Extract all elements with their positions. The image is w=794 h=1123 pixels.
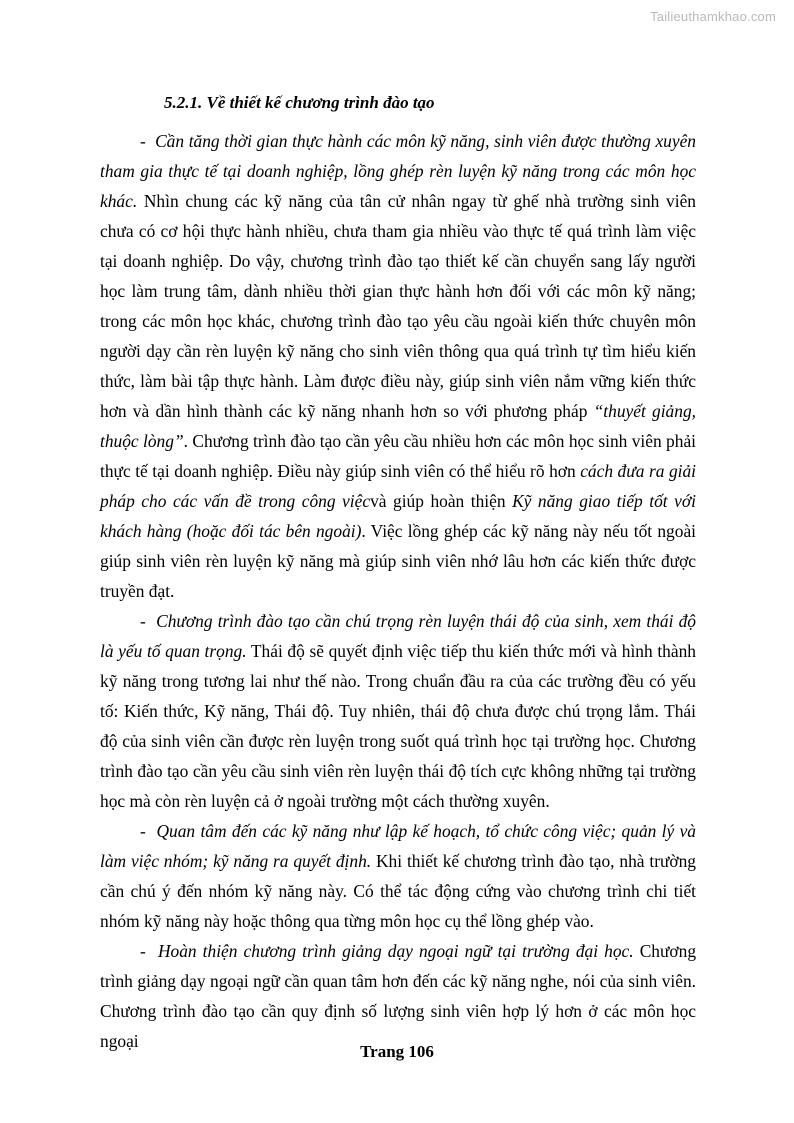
section-heading: 5.2.1. Về thiết kế chương trình đào tạo — [164, 93, 435, 112]
paragraph-3-body-1: Khi thiết kế chương trình đào tạo, nhà trường cần chú ý đến nhóm kỹ năng này. Có thể tác động cứng vào chương trình chi tiết nhóm kỹ năng này hoặc thông qua từng môn học cụ thể lồng ghép vào. — [100, 851, 696, 931]
paragraph-1-quote-italic: “thuyết giảng, thuộc lòng” — [100, 401, 696, 451]
paragraph-1-lead-italic: Cần tăng thời gian thực hành các môn kỹ năng, sinh viên được thường xuyên tham gia thực tế tại doanh nghiệp, lồng ghép rèn luyện kỹ năng trong các môn học khác. — [100, 131, 696, 211]
paragraph-1-body-4: . Việc lồng ghép các kỹ năng này nếu tốt ngoài giúp sinh viên rèn luyện kỹ năng mà giúp sinh viên nhớ lâu hơn các kiến thức được truyền đạt. — [100, 521, 696, 601]
paragraph-4-lead-italic: Hoàn thiện chương trình giảng dạy ngoại ngữ tại trường đại học. — [157, 941, 634, 961]
paragraph-1-body-3: và giúp hoàn thiện — [370, 491, 513, 511]
paragraph-4 — [100, 936, 696, 1056]
site-watermark: Tailieuthamkhao.com — [650, 9, 776, 24]
paragraph-2 — [100, 606, 696, 816]
bullet-dash-1: - — [140, 131, 146, 151]
paragraph-2-lead-italic: Chương trình đào tạo cần chú trọng rèn luyện thái độ của sinh, xem thái độ là yếu tố quan trọng. — [100, 611, 696, 661]
bullet-dash-4: - — [140, 941, 146, 961]
page-content — [100, 88, 696, 1056]
page-number-footer: Trang 106 — [360, 1042, 434, 1061]
paragraph-2-body-1: Thái độ sẽ quyết định việc tiếp thu kiến thức mới và hình thành kỹ năng trong tương lai như thế nào. Trong chuẩn đầu ra của các trường đều có yếu tố: Kiến thức, Kỹ năng, Thái độ. Tuy nhiên, thái độ chưa được chú trọng lắm. Thái độ của sinh viên cần được rèn luyện trong suốt quá trình học tại trường học. Chương trình đào tạo cần yêu cầu sinh viên rèn luyện thái độ tích cực không những tại trường học mà còn rèn luyện cả ở ngoài trường một cách thường xuyên. — [100, 641, 696, 811]
paragraph-1-body-1: Nhìn chung các kỹ năng của tân cử nhân ngay từ ghế nhà trường sinh viên chưa có cơ hội thực hành nhiều, chưa tham gia nhiều vào thực tế quá trình làm việc tại doanh nghiệp. Do vậy, chương trình đào tạo thiết kế cần chuyển sang lấy người học làm trung tâm, dành nhiều thời gian thực hành hơn đối với các môn kỹ năng; trong các môn học khác, chương trình đào tạo yêu cầu ngoài kiến thức chuyên môn người dạy cần rèn luyện kỹ năng cho sinh viên thông qua quá trình tự tìm hiểu kiến thức, làm bài tập thực hành. Làm được điều này, giúp sinh viên nắm vững kiến thức hơn và dần hình thành các kỹ năng nhanh hơn so với phương pháp — [100, 191, 696, 421]
paragraph-1-body-2: . Chương trình đào tạo cần yêu cầu nhiều hơn các môn học sinh viên phải thực tế tại doanh nghiệp. Điều này giúp sinh viên có thể hiểu rõ hơn — [100, 431, 696, 481]
paragraph-3-lead-italic: Quan tâm đến các kỹ năng như lập kế hoạch, tổ chức công việc; quản lý và làm việc nhóm; kỹ năng ra quyết định. — [100, 821, 696, 871]
paragraph-1-italic-3: Kỹ năng giao tiếp tốt với khách hàng (hoặc đối tác bên ngoài) — [100, 491, 696, 541]
bullet-dash-2: - — [140, 611, 146, 631]
paragraph-1-italic-2: cách đưa ra giải pháp cho các vấn đề trong công việc — [100, 461, 697, 511]
paragraph-3 — [100, 816, 696, 936]
paragraph-4-body-1: Chương trình giảng dạy ngoại ngữ cần quan tâm hơn đến các kỹ năng nghe, nói của sinh viên. Chương trình đào tạo cần quy định số lượng sinh viên hợp lý hơn ở các môn học ngoại — [100, 941, 697, 1051]
bullet-dash-3: - — [140, 821, 146, 841]
paragraph-1 — [100, 126, 696, 606]
